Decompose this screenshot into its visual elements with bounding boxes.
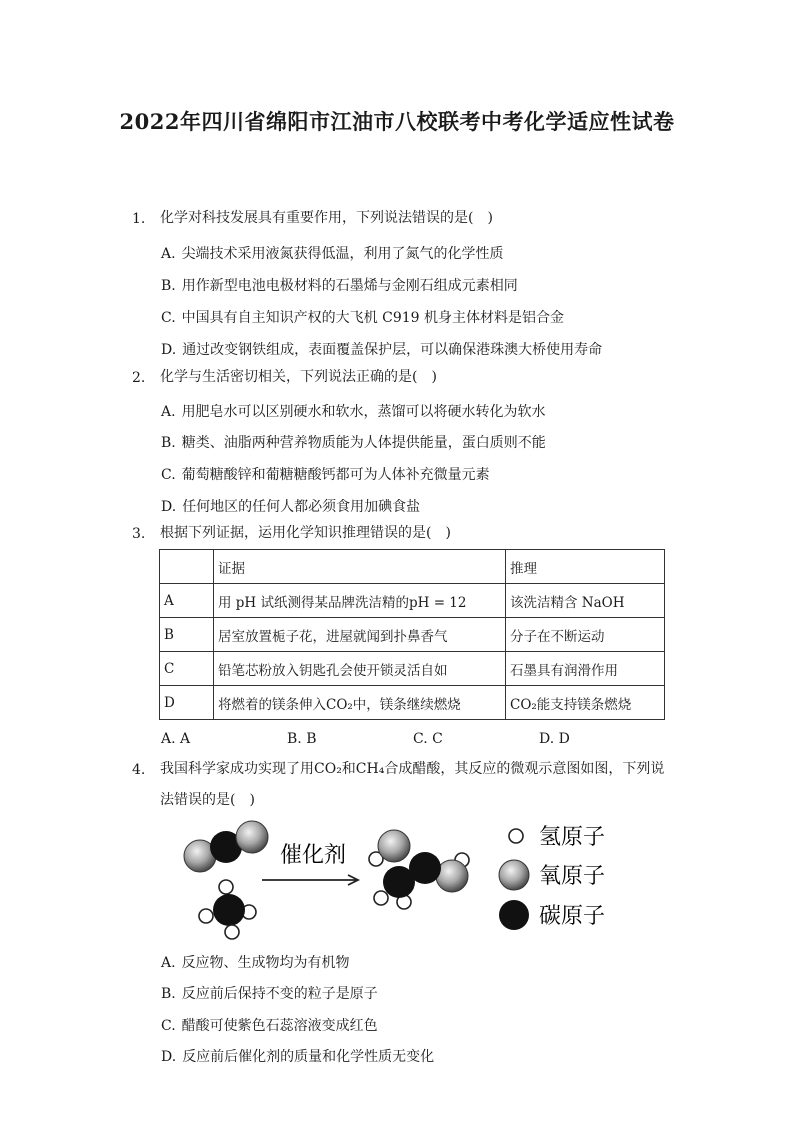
- option-a: A. 用肥皂水可以区别硬水和软水，蒸馏可以将硬水转化为软水: [161, 404, 546, 420]
- table-cell: C: [160, 652, 214, 686]
- table-header-cell: 推理: [506, 550, 665, 584]
- question-number: 4.: [132, 762, 146, 778]
- question-stem: 化学对科技发展具有重要作用，下列说法错误的是( ): [160, 210, 493, 226]
- table-cell: 居室放置栀子花，进屋就闻到扑鼻香气: [214, 618, 506, 652]
- option-c: C. 中国具有自主知识产权的大飞机 C919 机身主体材料是铝合金: [161, 310, 565, 326]
- question-stem: 根据下列证据，运用化学知识推理错误的是( ): [160, 525, 451, 541]
- question-number: 1.: [132, 211, 146, 227]
- legend-carbon: 碳原子: [539, 904, 606, 929]
- question-number: 3.: [132, 526, 146, 542]
- legend: [499, 825, 605, 930]
- legend-hydrogen: 氢原子: [539, 825, 606, 850]
- option-b: B. 反应前后保持不变的粒子是原子: [161, 986, 378, 1002]
- table-row: [160, 686, 665, 720]
- evidence-table: [159, 549, 665, 720]
- question-stem: 化学与生活密切相关，下列说法正确的是( ): [160, 369, 437, 385]
- option-d: D. 通过改变钢铁组成，表面覆盖保护层，可以确保港珠澳大桥使用寿命: [161, 342, 603, 358]
- acetic-acid-molecule: [369, 830, 469, 909]
- question-number: 2.: [132, 370, 146, 386]
- table-header-row: [160, 550, 665, 584]
- hydrogen-atom-icon: [509, 829, 523, 843]
- answer-choice-a: A. A: [161, 731, 191, 747]
- table-cell: 将燃着的镁条伸入CO₂中，镁条继续燃烧: [214, 686, 506, 720]
- answer-choice-b: B. B: [287, 731, 317, 747]
- ch4-molecule: [199, 880, 256, 939]
- table-header-cell: [160, 550, 214, 584]
- table-row: [160, 584, 665, 618]
- table-row: [160, 652, 665, 686]
- table-row: [160, 618, 665, 652]
- table-cell: 石墨具有润滑作用: [506, 652, 665, 686]
- reaction-diagram: [176, 815, 626, 945]
- table-cell: 用 pH 试纸测得某品牌洗洁精的pH = 12: [214, 584, 506, 618]
- question-stem: 我国科学家成功实现了用CO₂和CH₄合成醋酸，其反应的微观示意图如图，下列说法错误的是( ): [160, 761, 665, 808]
- carbon-atom-icon: [499, 900, 529, 930]
- exam-title: 2022年四川省绵阳市江油市八校联考中考化学适应性试卷: [119, 109, 675, 134]
- option-a: A. 尖端技术采用液氮获得低温，利用了氮气的化学性质: [161, 246, 504, 262]
- option-a: A. 反应物、生成物均为有机物: [161, 955, 350, 971]
- table-cell: D: [160, 686, 214, 720]
- reaction-arrow: [262, 875, 358, 885]
- table-cell: CO₂能支持镁条燃烧: [506, 686, 665, 720]
- option-c: C. 葡萄糖酸锌和葡糖糖酸钙都可为人体补充微量元素: [161, 467, 490, 483]
- option-b: B. 用作新型电池电极材料的石墨烯与金刚石组成元素相同: [161, 278, 518, 294]
- legend-oxygen: 氧原子: [539, 864, 606, 889]
- answer-choice-d: D. D: [539, 731, 570, 747]
- answer-choice-c: C. C: [413, 731, 443, 747]
- oxygen-atom-icon: [499, 860, 529, 890]
- table-cell: B: [160, 618, 214, 652]
- table-cell: 铅笔芯粉放入钥匙孔会使开锁灵活自如: [214, 652, 506, 686]
- table-cell: 该洗洁精含 NaOH: [506, 584, 665, 618]
- catalyst-label: 催化剂: [280, 843, 347, 868]
- table-cell: 分子在不断运动: [506, 618, 665, 652]
- option-b: B. 糖类、油脂两种营养物质能为人体提供能量，蛋白质则不能: [161, 435, 546, 451]
- option-d: D. 任何地区的任何人都必须食用加碘食盐: [161, 499, 421, 515]
- option-d: D. 反应前后催化剂的质量和化学性质无变化: [161, 1049, 435, 1065]
- table-cell: A: [160, 584, 214, 618]
- option-c: C. 醋酸可使紫色石蕊溶液变成红色: [161, 1018, 378, 1034]
- table-header-cell: 证据: [214, 550, 506, 584]
- co2-molecule: [184, 821, 268, 872]
